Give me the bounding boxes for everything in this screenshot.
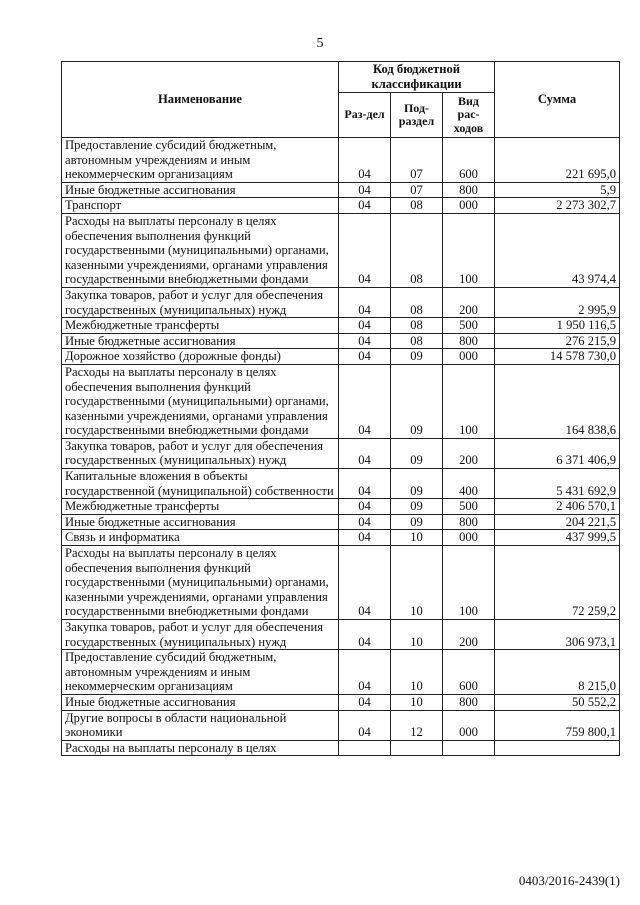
row-section-cell: 04: [339, 499, 391, 515]
row-name-cell: Закупка товаров, работ и услуг для обеспечения государственных (муниципальных) нужд: [62, 438, 339, 468]
row-section-cell: 04: [339, 287, 391, 317]
table-row: [62, 438, 620, 468]
row-name-cell: Межбюджетные трансферты: [62, 318, 339, 334]
row-expense-type-cell: [443, 740, 495, 756]
row-sum-cell: 164 838,6: [495, 364, 620, 438]
table-row: [62, 182, 620, 198]
row-expense-type-cell: 800: [443, 333, 495, 349]
table-row: [62, 530, 620, 546]
row-expense-type-cell: 200: [443, 287, 495, 317]
row-subsection-cell: 09: [391, 514, 443, 530]
row-section-cell: 04: [339, 364, 391, 438]
row-sum-cell: 5 431 692,9: [495, 469, 620, 499]
row-name-cell: Иные бюджетные ассигнования: [62, 694, 339, 710]
row-section-cell: 04: [339, 349, 391, 365]
table-row: [62, 469, 620, 499]
table-row: [62, 349, 620, 365]
row-name-cell: Капитальные вложения в объекты государственной (муниципальной) собственности: [62, 469, 339, 499]
row-subsection-cell: 07: [391, 182, 443, 198]
page-number: 5: [316, 36, 324, 51]
row-sum-cell: 72 259,2: [495, 546, 620, 620]
row-subsection-cell: 08: [391, 287, 443, 317]
table-row: [62, 198, 620, 214]
row-section-cell: 04: [339, 469, 391, 499]
row-name-cell: Предоставление субсидий бюджетным, автономным учреждениям и иным некоммерческим организациям: [62, 138, 339, 183]
table-row: [62, 710, 620, 740]
row-expense-type-cell: 600: [443, 138, 495, 183]
row-section-cell: 04: [339, 198, 391, 214]
row-sum-cell: 2 406 570,1: [495, 499, 620, 515]
row-expense-type-cell: 600: [443, 650, 495, 695]
row-name-cell: Предоставление субсидий бюджетным, автономным учреждениям и иным некоммерческим организациям: [62, 650, 339, 695]
row-name-cell: Закупка товаров, работ и услуг для обеспечения государственных (муниципальных) нужд: [62, 287, 339, 317]
row-subsection-cell: 08: [391, 333, 443, 349]
table-row: [62, 364, 620, 438]
row-subsection-cell: 12: [391, 710, 443, 740]
row-name-cell: Расходы на выплаты персоналу в целях обеспечения выполнения функций государственными (муниципальными) органами, казенными учреждениями, органами управления государственными внебюджетными фондами: [62, 364, 339, 438]
table-row: [62, 318, 620, 334]
budget-table-body: [62, 138, 620, 756]
row-name-cell: Другие вопросы в области национальной экономики: [62, 710, 339, 740]
row-name-cell: Иные бюджетные ассигнования: [62, 333, 339, 349]
row-expense-type-cell: 100: [443, 213, 495, 287]
row-expense-type-cell: 400: [443, 469, 495, 499]
table-row: [62, 333, 620, 349]
row-section-cell: 04: [339, 182, 391, 198]
row-sum-cell: 6 371 406,9: [495, 438, 620, 468]
table-row: [62, 620, 620, 650]
header-code-group: Код бюджетной классификации: [339, 62, 495, 93]
header-expense-type: Вид рас-ходов: [443, 93, 495, 138]
row-sum-cell: 437 999,5: [495, 530, 620, 546]
row-section-cell: 04: [339, 694, 391, 710]
row-sum-cell: 2 273 302,7: [495, 198, 620, 214]
row-name-cell: Транспорт: [62, 198, 339, 214]
row-name-cell: Межбюджетные трансферты: [62, 499, 339, 515]
row-sum-cell: 43 974,4: [495, 213, 620, 287]
row-name-cell: Закупка товаров, работ и услуг для обеспечения государственных (муниципальных) нужд: [62, 620, 339, 650]
table-row: [62, 499, 620, 515]
row-subsection-cell: 08: [391, 318, 443, 334]
table-row: [62, 650, 620, 695]
row-subsection-cell: 09: [391, 469, 443, 499]
row-section-cell: 04: [339, 530, 391, 546]
row-name-cell: Расходы на выплаты персоналу в целях обеспечения выполнения функций государственными (муниципальными) органами, казенными учреждениями, органами управления государственными внебюджетными фондами: [62, 546, 339, 620]
row-name-cell: Иные бюджетные ассигнования: [62, 182, 339, 198]
row-name-cell: Расходы на выплаты персоналу в целях: [62, 740, 339, 756]
row-section-cell: 04: [339, 318, 391, 334]
row-subsection-cell: 10: [391, 694, 443, 710]
row-subsection-cell: 09: [391, 364, 443, 438]
row-sum-cell: 50 552,2: [495, 694, 620, 710]
row-expense-type-cell: 200: [443, 438, 495, 468]
row-section-cell: 04: [339, 620, 391, 650]
header-subsection: Под-раздел: [391, 93, 443, 138]
row-subsection-cell: 09: [391, 499, 443, 515]
row-expense-type-cell: 200: [443, 620, 495, 650]
header-section: Раз-дел: [339, 93, 391, 138]
row-subsection-cell: 08: [391, 213, 443, 287]
table-row: [62, 740, 620, 756]
row-name-cell: Связь и информатика: [62, 530, 339, 546]
row-sum-cell: 8 215,0: [495, 650, 620, 695]
table-row: [62, 694, 620, 710]
row-sum-cell: 276 215,9: [495, 333, 620, 349]
row-subsection-cell: 08: [391, 198, 443, 214]
row-section-cell: 04: [339, 138, 391, 183]
row-expense-type-cell: 800: [443, 182, 495, 198]
row-section-cell: 04: [339, 333, 391, 349]
row-expense-type-cell: 000: [443, 530, 495, 546]
table-row: [62, 546, 620, 620]
table-row: [62, 514, 620, 530]
row-subsection-cell: 10: [391, 546, 443, 620]
row-name-cell: Расходы на выплаты персоналу в целях обеспечения выполнения функций государственными (муниципальными) органами, казенными учреждениями, органами управления государственными внебюджетными фондами: [62, 213, 339, 287]
row-expense-type-cell: 100: [443, 364, 495, 438]
row-sum-cell: 14 578 730,0: [495, 349, 620, 365]
row-section-cell: [339, 740, 391, 756]
row-section-cell: 04: [339, 438, 391, 468]
row-section-cell: 04: [339, 650, 391, 695]
row-subsection-cell: 10: [391, 530, 443, 546]
row-sum-cell: 759 800,1: [495, 710, 620, 740]
row-expense-type-cell: 000: [443, 349, 495, 365]
row-expense-type-cell: 000: [443, 710, 495, 740]
row-sum-cell: 1 950 116,5: [495, 318, 620, 334]
row-sum-cell: [495, 740, 620, 756]
row-sum-cell: 204 221,5: [495, 514, 620, 530]
row-subsection-cell: 09: [391, 438, 443, 468]
table-row: [62, 287, 620, 317]
row-section-cell: 04: [339, 514, 391, 530]
header-name: Наименование: [62, 62, 339, 138]
row-name-cell: Иные бюджетные ассигнования: [62, 514, 339, 530]
row-subsection-cell: 10: [391, 620, 443, 650]
row-section-cell: 04: [339, 213, 391, 287]
row-sum-cell: 306 973,1: [495, 620, 620, 650]
header-sum: Сумма: [495, 62, 620, 138]
table-row: [62, 213, 620, 287]
row-subsection-cell: 09: [391, 349, 443, 365]
row-expense-type-cell: 800: [443, 514, 495, 530]
document-code: 0403/2016-2439(1): [518, 873, 620, 888]
row-sum-cell: 5,9: [495, 182, 620, 198]
table-row: [62, 138, 620, 183]
row-expense-type-cell: 800: [443, 694, 495, 710]
row-section-cell: 04: [339, 546, 391, 620]
row-subsection-cell: 07: [391, 138, 443, 183]
row-sum-cell: 2 995,9: [495, 287, 620, 317]
row-subsection-cell: [391, 740, 443, 756]
row-expense-type-cell: 500: [443, 499, 495, 515]
row-expense-type-cell: 500: [443, 318, 495, 334]
row-expense-type-cell: 100: [443, 546, 495, 620]
row-section-cell: 04: [339, 710, 391, 740]
row-name-cell: Дорожное хозяйство (дорожные фонды): [62, 349, 339, 365]
row-sum-cell: 221 695,0: [495, 138, 620, 183]
row-expense-type-cell: 000: [443, 198, 495, 214]
row-subsection-cell: 10: [391, 650, 443, 695]
budget-table: [61, 61, 620, 756]
